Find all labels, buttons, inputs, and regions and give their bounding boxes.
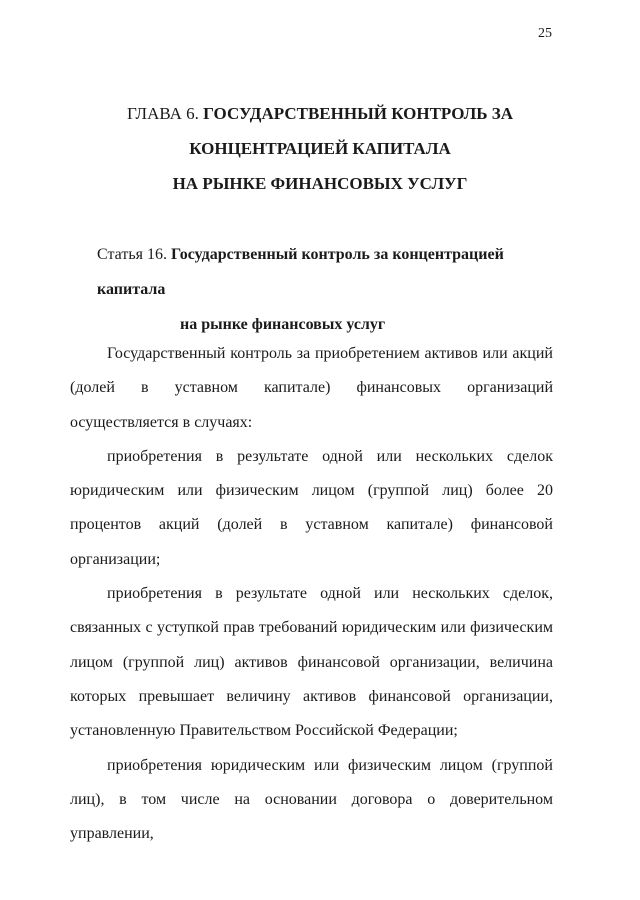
article-body bbox=[70, 337, 553, 851]
paragraph-1: Государственный контроль за приобретением активов или акций (долей в уставном капитале) финансовых организаций осуществляется в случаях: bbox=[70, 345, 553, 431]
chapter-title-line-3: НА РЫНКЕ ФИНАНСОВЫХ УСЛУГ bbox=[172, 174, 468, 193]
paragraph-3: приобретения в результате одной или нескольких сделок, связанных с уступкой прав требований юридическим или физическим лицом (группой лиц) активов финансовой организации, величина которых превышает величину активов финансовой организации, установленную Правительством Российской Федерации; bbox=[70, 585, 553, 740]
paragraph-2: приобретения в результате одной или нескольких сделок юридическим или физическим лицом (группой лиц) более 20 процентов акций (долей в уставном капитале) финансовой организации; bbox=[70, 447, 553, 568]
chapter-prefix: ГЛАВА 6. bbox=[126, 104, 199, 123]
chapter-heading bbox=[60, 96, 580, 201]
chapter-heading-line-1 bbox=[60, 96, 580, 131]
article-label: Статья 16. bbox=[97, 246, 167, 263]
page-number: 25 bbox=[538, 26, 552, 41]
chapter-title-line-2: КОНЦЕНТРАЦИЕЙ КАПИТАЛА bbox=[189, 139, 451, 158]
chapter-title-line-1: ГОСУДАРСТВЕННЫЙ КОНТРОЛЬ ЗА bbox=[203, 104, 514, 123]
article-title-part-1: Государственный контроль за концентрацией капитала bbox=[97, 246, 504, 298]
paragraph-4: приобретения юридическим или физическим лицом (группой лиц), в том числе на основании договора о доверительном управлении, bbox=[70, 756, 553, 843]
article-title-part-2: на рынке финансовых услуг bbox=[180, 316, 386, 333]
article-heading bbox=[97, 237, 567, 342]
